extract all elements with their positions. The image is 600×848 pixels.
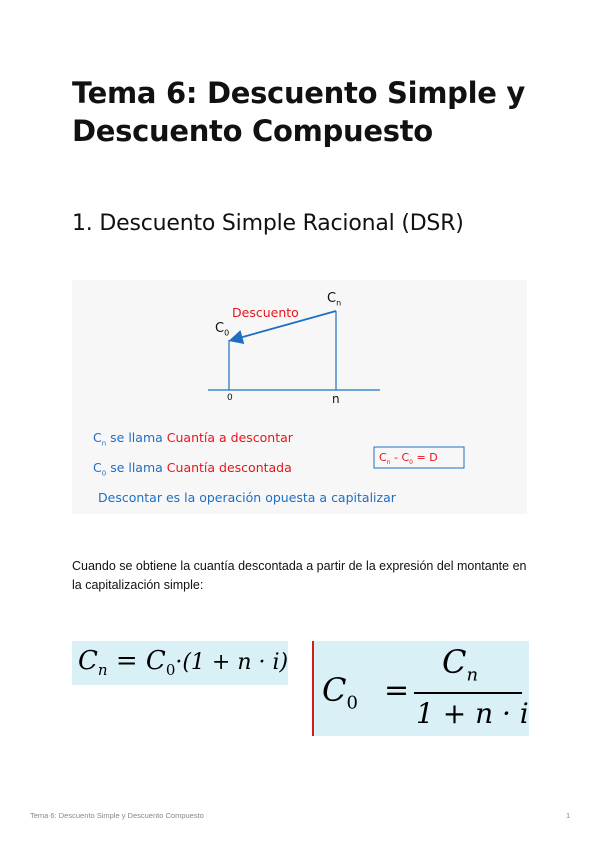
section-heading: 1. Descuento Simple Racional (DSR) [72, 211, 464, 236]
formula2-equals: = [384, 673, 410, 708]
formula2-lhs: $C_0$ [322, 671, 358, 714]
fraction-bar [414, 692, 522, 694]
legend-line-3: Descontar es la operación opuesta a capitalizar [98, 490, 396, 505]
label-descuento: Descuento [232, 305, 299, 320]
footer-title: Tema 6: Descuento Simple y Descuento Compuesto [30, 811, 204, 820]
formula2-numerator: $C_n$ [442, 643, 479, 686]
formula-discounted-value [312, 641, 529, 736]
equation-text: $C_n - C_0 = D$ [379, 451, 438, 467]
body-paragraph: Cuando se obtiene la cuantía descontada a partir de la expresión del montante en la capitalización simple: [72, 559, 527, 592]
formula1-expression: $C_n = C_0\cdot(1 + n \cdot i)$ [78, 646, 289, 680]
axis-label-n: n [332, 392, 340, 406]
formula2-denominator: 1 + n · i [416, 697, 529, 730]
page-number: 1 [566, 811, 571, 820]
formula-compound-simple [72, 641, 288, 685]
diagram-lines [72, 280, 527, 514]
label-cn: $C_n$ [327, 291, 342, 308]
document-title: Tema 6: Descuento Simple y Descuento Compuesto [72, 76, 526, 148]
axis-label-zero: 0 [227, 393, 233, 403]
legend-line-1: $C_n$ se llama Cuantía a descontar [93, 430, 293, 448]
label-c0: $C_0$ [215, 321, 230, 338]
legend-line-2: $C_0$ se llama Cuantía descontada [93, 460, 292, 478]
discount-diagram [72, 280, 527, 514]
